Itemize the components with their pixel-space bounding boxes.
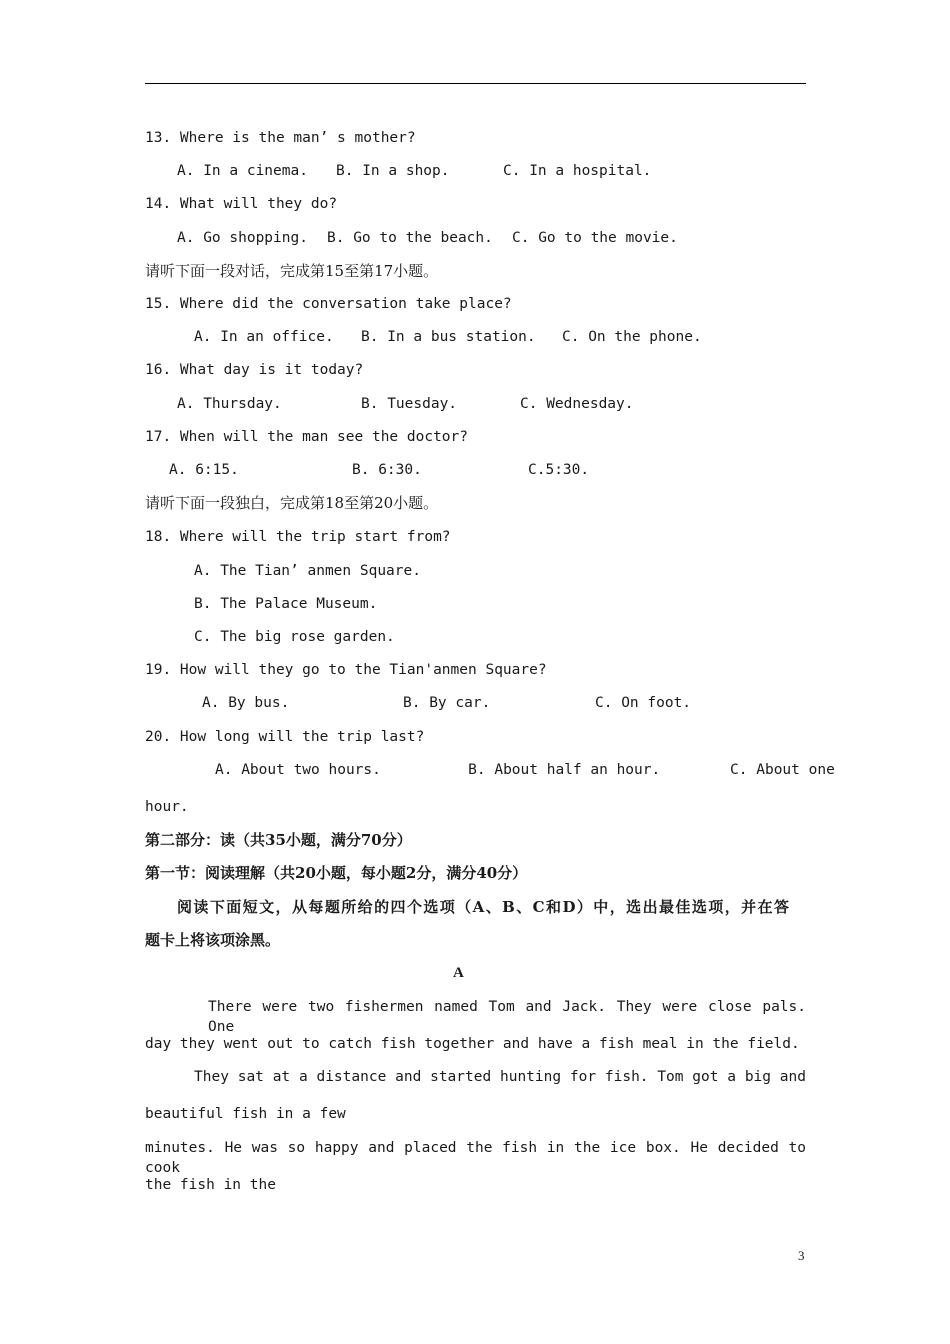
passage-line: day they went out to catch fish together and have a fish meal in the field. bbox=[145, 1036, 800, 1052]
question-17-stem: 17. When will the man see the doctor? bbox=[145, 429, 469, 445]
q18-option-b: B. The Palace Museum. bbox=[194, 596, 378, 612]
passage-line: beautiful fish in a few bbox=[145, 1106, 346, 1122]
q13-option-c: C. In a hospital. bbox=[503, 163, 652, 179]
q16-option-c: C. Wednesday. bbox=[520, 396, 634, 412]
q20-options-line: A. About two hours. B. About half an hour. C. About one bbox=[215, 762, 835, 778]
q17-option-c: C.5:30. bbox=[528, 462, 590, 478]
question-20-stem: 20. How long will the trip last? bbox=[145, 729, 425, 745]
question-18-stem: 18. Where will the trip start from? bbox=[145, 529, 451, 545]
q20-options-continued: hour. bbox=[145, 799, 189, 815]
q16-option-a: A. Thursday. bbox=[177, 396, 282, 412]
reading-directions-line-2: 题卡上将该项涂黑。 bbox=[145, 931, 281, 949]
passage-line: the fish in the bbox=[145, 1177, 276, 1193]
q19-option-c: C. On foot. bbox=[595, 695, 692, 711]
q18-option-c: C. The big rose garden. bbox=[194, 629, 395, 645]
q17-option-b: B. 6:30. bbox=[352, 462, 422, 478]
q13-option-a: A. In a cinema. bbox=[177, 163, 308, 179]
q15-option-c: C. On the phone. bbox=[562, 329, 702, 345]
header-rule bbox=[145, 83, 806, 84]
question-15-stem: 15. Where did the conversation take place? bbox=[145, 296, 512, 312]
question-14-stem: 14. What will they do? bbox=[145, 196, 338, 212]
q19-option-a: A. By bus. bbox=[202, 695, 290, 711]
q17-option-a: A. 6:15. bbox=[169, 462, 239, 478]
listening-instruction-1: 请听下面一段对话，完成第15至第17小题。 bbox=[145, 262, 439, 280]
q14-option-c: C. Go to the movie. bbox=[512, 230, 678, 246]
passage-line: They sat at a distance and started hunting for fish. Tom got a big and bbox=[194, 1069, 806, 1085]
q16-option-b: B. Tuesday. bbox=[361, 396, 458, 412]
q19-option-b: B. By car. bbox=[403, 695, 491, 711]
question-16-stem: 16. What day is it today? bbox=[145, 362, 364, 378]
q15-option-a: A. In an office. bbox=[194, 329, 334, 345]
q13-option-b: B. In a shop. bbox=[336, 163, 450, 179]
question-19-stem: 19. How will they go to the Tian'anmen Square? bbox=[145, 662, 547, 678]
q14-option-a: A. Go shopping. bbox=[177, 230, 308, 246]
reading-directions-line-1: 阅读下面短文，从每题所给的四个选项（A、B、C和D）中，选出最佳选项，并在答 bbox=[177, 898, 789, 916]
passage-line: minutes. He was so happy and placed the fish in the ice box. He decided to cook bbox=[145, 1140, 806, 1176]
part-two-title: 第二部分：读（共35小题，满分70分） bbox=[145, 831, 412, 849]
passage-line: There were two fishermen named Tom and Jack. They were close pals. One bbox=[208, 999, 806, 1035]
q14-option-b: B. Go to the beach. bbox=[327, 230, 493, 246]
q18-option-a: A. The Tian’ anmen Square. bbox=[194, 563, 421, 579]
listening-instruction-2: 请听下面一段独白，完成第18至第20小题。 bbox=[145, 494, 439, 512]
q15-option-b: B. In a bus station. bbox=[361, 329, 536, 345]
question-13-stem: 13. Where is the man’ s mother? bbox=[145, 130, 416, 146]
passage-heading: A bbox=[453, 965, 464, 981]
page-number: 3 bbox=[798, 1248, 805, 1263]
section-one-title: 第一节：阅读理解（共20小题，每小题2分，满分40分） bbox=[145, 864, 528, 882]
